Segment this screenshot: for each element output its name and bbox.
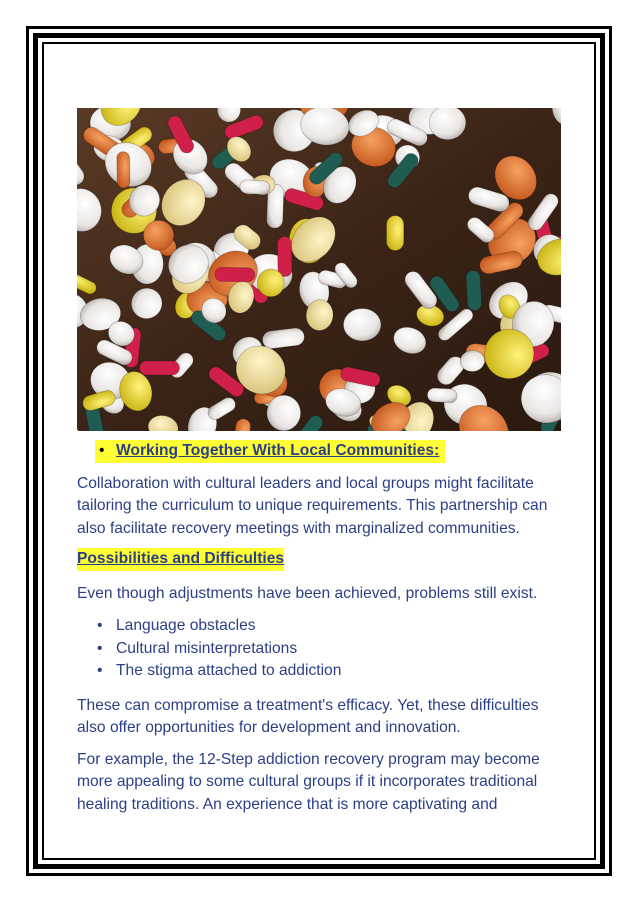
pill-shape (277, 236, 292, 276)
document-body (77, 440, 563, 816)
pill-shape (215, 267, 255, 282)
pill-shape (427, 388, 457, 403)
bullet-icon: • (97, 639, 103, 657)
list-item (77, 615, 563, 638)
list-item-text: Cultural misinterpretations (116, 639, 298, 657)
pill-shape (117, 152, 130, 189)
bullet-icon: • (97, 617, 103, 634)
pill-shape (139, 361, 179, 375)
paragraph-intro: Even though adjustments have been achieved, problems still exist. (77, 584, 538, 602)
list-item (77, 660, 563, 683)
list-item (77, 638, 563, 661)
heading-text: Working Together With Local Communities: (116, 440, 439, 463)
paragraph-collaboration: Collaboration with cultural leaders and local groups might facilitate tailoring the curriculum to unique requirements. This partnership can also facilitate recovery meetings with marginalized communities. (77, 474, 548, 537)
pill-shape (239, 179, 270, 195)
bullet-icon: • (99, 442, 105, 459)
pill-shape (343, 308, 381, 341)
paragraph-example: For example, the 12-Step addiction recovery program may become more appealing to some cultural groups if it incorporates traditional healing traditions. An experience that is more captivating and (77, 750, 540, 813)
pills-photo (77, 108, 561, 431)
pill-shape (429, 108, 466, 140)
paragraph-efficacy: These can compromise a treatment's efficacy. Yet, these difficulties also offer opportunities for development and innovation. (77, 696, 539, 736)
bullet-list (77, 615, 563, 683)
section-heading-possibilities: Possibilities and Difficulties (77, 548, 284, 571)
pill-shape (267, 395, 301, 431)
pill-shape (387, 216, 404, 251)
bullet-icon: • (97, 662, 103, 679)
pill-shape (257, 269, 284, 297)
pill-shape (466, 270, 482, 311)
section-heading-communities (95, 440, 445, 463)
list-item-text: Language obstacles (116, 617, 256, 634)
list-item-text: The stigma attached to addiction (116, 662, 342, 679)
pill-shape (143, 220, 173, 250)
